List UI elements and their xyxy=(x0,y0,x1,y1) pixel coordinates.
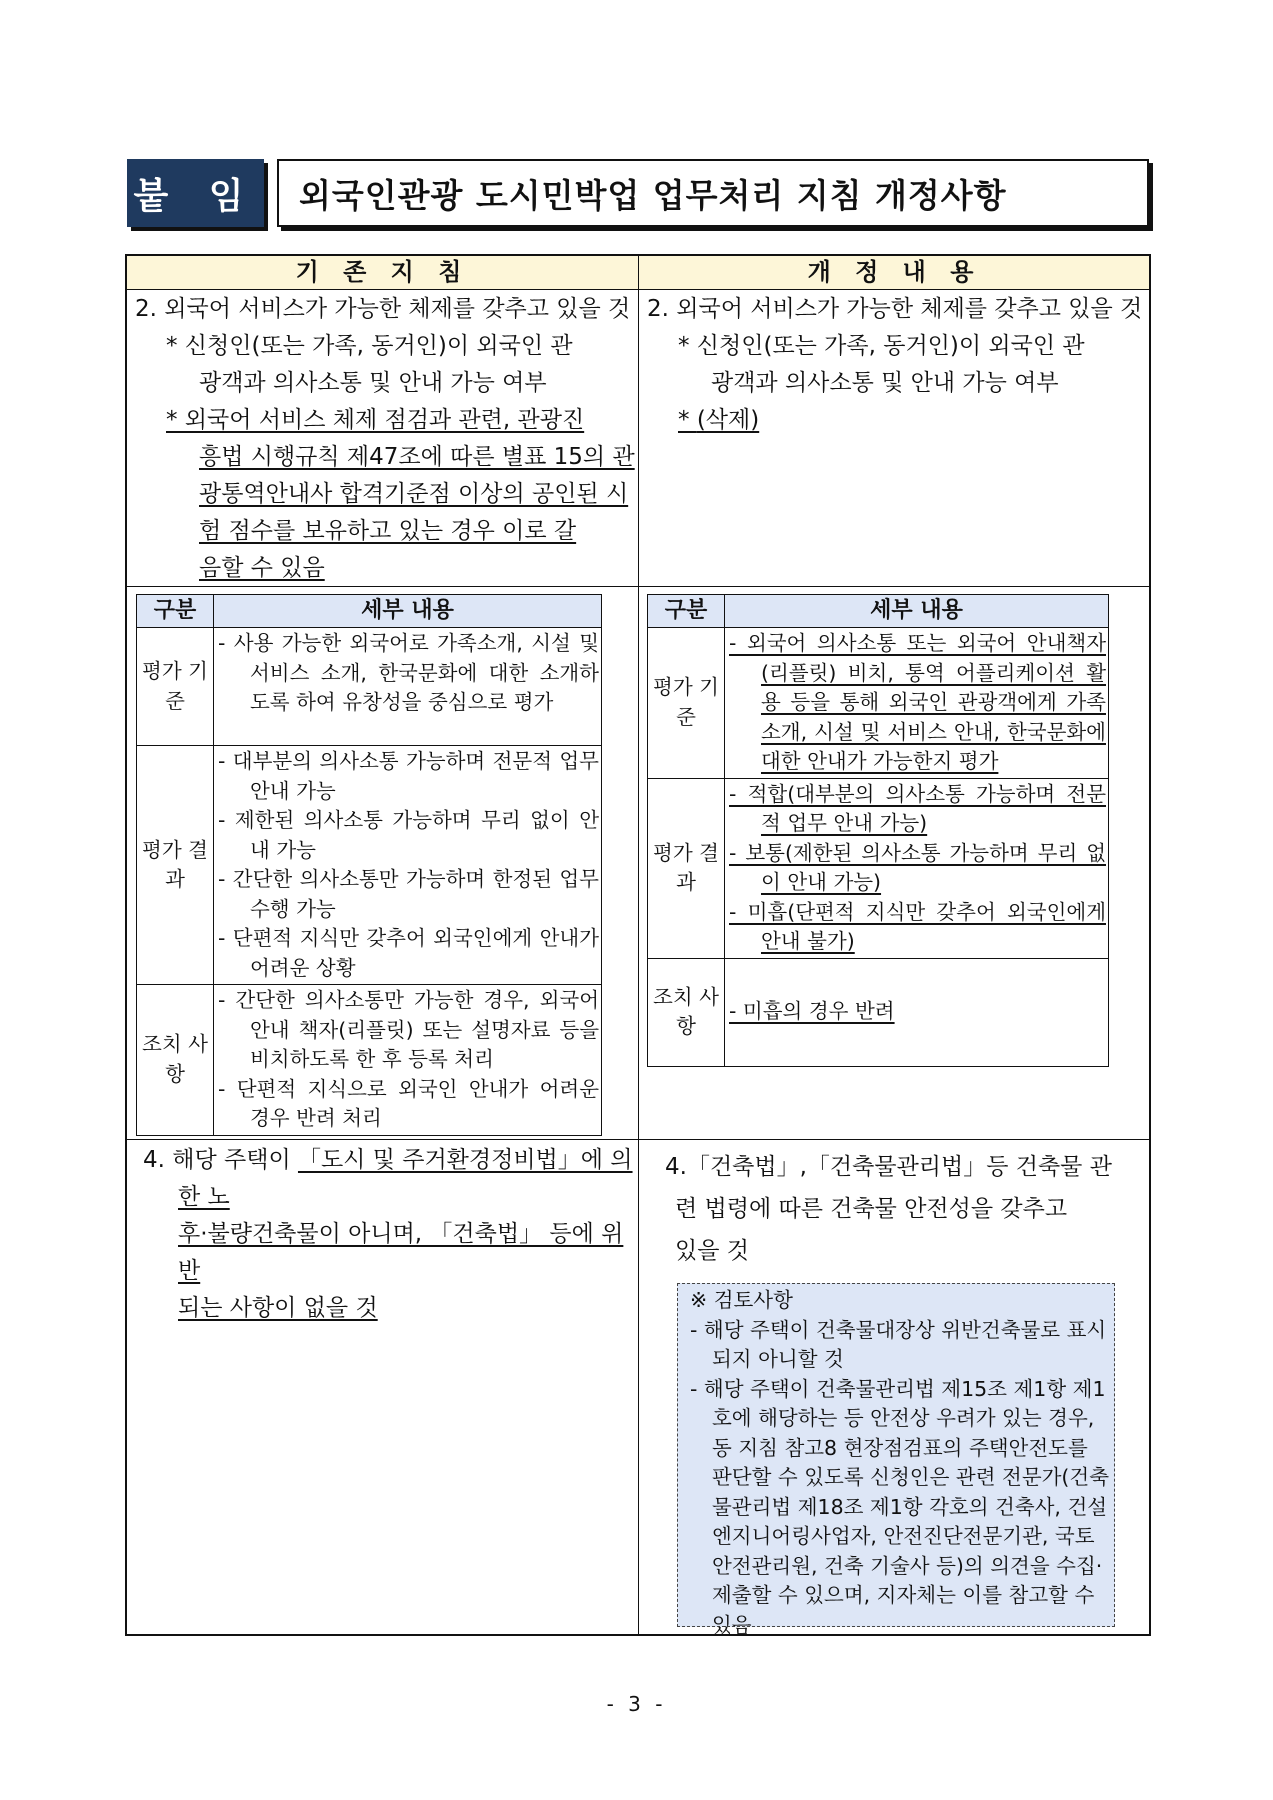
item4-text: 「도시 및 주거환경정비법」에 의한 노 xyxy=(178,1147,633,1210)
row-label: 평가 기준 xyxy=(648,628,725,779)
note1-line2: 광객과 의사소통 및 안내 가능 여부 xyxy=(199,370,547,396)
row-label: 평가 기준 xyxy=(137,628,214,746)
note2-star: * xyxy=(678,407,697,433)
table-header-detail: 세부 내용 xyxy=(725,595,1109,628)
row-label: 조치 사항 xyxy=(648,958,725,1066)
deleted-marker: (삭제) xyxy=(696,407,760,433)
review-notes-box xyxy=(677,1283,1115,1637)
table-row xyxy=(648,778,1109,958)
list-item: - 단편적 지식만 갖추어 외국인에게 안내가 어려운 상황 xyxy=(218,926,599,980)
item4-line3: 되는 사항이 없을 것 xyxy=(178,1295,378,1321)
list-item: - 적합(대부분의 의사소통 가능하며 전문적 업무 안내 가능) xyxy=(729,781,1106,835)
list-item: - 간단한 의사소통만 가능한 경우, 외국어 안내 책자(리플릿) 또는 설명자료 등을 비치하도록 한 후 등록 처리 xyxy=(218,988,599,1071)
item4-line1: 4.「건축법」,「건축물관리법」등 건축물 관 xyxy=(665,1154,1112,1180)
column-header-revised: 개 정 내 용 xyxy=(807,258,982,286)
review-title: ※ 검토사항 xyxy=(690,1288,793,1312)
note2-deleted xyxy=(647,402,1147,439)
row3-existing-cell xyxy=(135,1142,635,1327)
item4-line2: 련 법령에 따른 건축물 안전성을 갖추고 xyxy=(675,1196,1068,1222)
list-item: - 미흡의 경우 반려 xyxy=(729,999,895,1024)
row1-revised-cell xyxy=(647,291,1147,439)
item4-line1: 4. 해당 주택이 「도시 및 주거환경정비법」에 의한 노 xyxy=(143,1147,633,1210)
item4-line2: 후·불량건축물이 아니며, 「건축법」 등에 위반 xyxy=(178,1221,624,1284)
note2-line3: 광통역안내사 합격기준점 이상의 공인된 시 xyxy=(199,481,629,507)
existing-criteria-table xyxy=(136,594,602,1136)
table-header-detail: 세부 내용 xyxy=(214,595,602,628)
item2-heading: 2. 외국어 서비스가 가능한 체제를 갖추고 있을 것 xyxy=(135,296,631,322)
table-row xyxy=(137,628,602,746)
list-item: - 미흡(단편적 지식만 갖추어 외국인에게 안내 불가) xyxy=(729,899,1106,953)
list-item: - 단편적 지식으로 외국인 안내가 어려운 경우 반려 처리 xyxy=(218,1076,599,1130)
list-item: - 간단한 의사소통만 가능하며 한정된 업무 수행 가능 xyxy=(218,867,599,921)
row-label: 조치 사항 xyxy=(137,985,214,1136)
page-title: 외국인관광 도시민박업 업무처리 지침 개정사항 xyxy=(277,159,1149,227)
note1-line2: 광객과 의사소통 및 안내 가능 여부 xyxy=(711,370,1059,396)
row1-existing-cell xyxy=(135,291,635,587)
list-item: - 해당 주택이 건축물대장상 위반건축물로 표시되지 아니할 것 xyxy=(690,1317,1107,1371)
note2-line4: 험 점수를 보유하고 있는 경우 이로 갈 xyxy=(199,518,577,544)
table-row xyxy=(137,985,602,1136)
row-divider xyxy=(127,289,1149,290)
note2-line1: * 외국어 서비스 체제 점검과 관련, 관광진 xyxy=(166,407,585,433)
item2-heading: 2. 외국어 서비스가 가능한 체제를 갖추고 있을 것 xyxy=(647,296,1143,322)
note1-line1: * 신청인(또는 가족, 동거인)이 외국인 관 xyxy=(166,333,573,359)
note2-line2: 흥법 시행규칙 제47조에 따른 별표 15의 관 xyxy=(199,444,635,470)
list-item: - 제한된 의사소통 가능하며 무리 없이 안내 가능 xyxy=(218,808,599,862)
column-header-existing: 기 존 지 침 xyxy=(295,258,470,286)
row-label: 평가 결과 xyxy=(648,778,725,958)
row-divider xyxy=(127,1139,1149,1140)
page-number: - 3 - xyxy=(606,1692,667,1716)
list-item: - 해당 주택이 건축물관리법 제15조 제1항 제1호에 해당하는 등 안전상 우려가 있는 경우, 동 지침 참고8 현장점검표의 주택안전도를 판단할 수 있도록 신청인은 관련 전문가(건축물관리법 제18조 제1항 각호의 건축사, 건설엔지니어링사업자, 안전진단전문기관, 국토안전관리원, 건축 기술사 등)의 의견을 수집·제출할 수 있으며, 지자체는 이를 참고할 수 있음 xyxy=(690,1376,1110,1637)
table-row xyxy=(137,746,602,985)
list-item: - 외국어 의사소통 또는 외국어 안내책자(리플릿) 비치, 통역 어플리케이션 활용 등을 통해 외국인 관광객에게 가족소개, 시설 및 서비스 안내, 한국문화에 대한 안내가 가능한지 평가 xyxy=(729,631,1106,773)
row-label: 평가 결과 xyxy=(137,746,214,985)
row3-revised-cell xyxy=(665,1146,1145,1272)
item4-line3: 있을 것 xyxy=(675,1238,749,1264)
list-item: - 대부분의 의사소통 가능하며 전문적 업무 안내 가능 xyxy=(218,749,599,803)
list-item: - 사용 가능한 외국어로 가족소개, 시설 및 서비스 소개, 한국문화에 대한 소개하도록 하여 유창성을 중심으로 평가 xyxy=(218,631,599,714)
note2-line5: 음할 수 있음 xyxy=(199,555,325,581)
table-row xyxy=(648,958,1109,1066)
attachment-badge: 붙 임 xyxy=(127,159,264,227)
list-item: - 보통(제한된 의사소통 가능하며 무리 없이 안내 가능) xyxy=(729,840,1106,894)
table-row xyxy=(648,628,1109,779)
revised-criteria-table xyxy=(647,594,1109,1067)
note1-line1: * 신청인(또는 가족, 동거인)이 외국인 관 xyxy=(678,333,1085,359)
column-divider xyxy=(638,256,639,1634)
table-header-category: 구분 xyxy=(648,595,725,628)
table-header-category: 구분 xyxy=(137,595,214,628)
